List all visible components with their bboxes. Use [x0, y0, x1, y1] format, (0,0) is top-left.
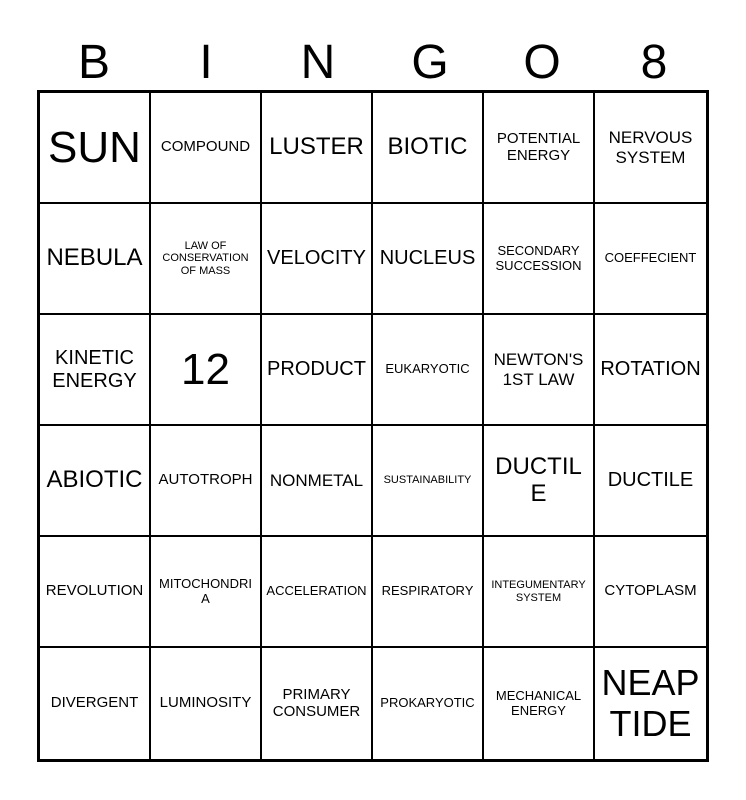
- bingo-cell: POTENTIAL ENERGY: [484, 93, 595, 204]
- bingo-cell: ACCELERATION: [262, 537, 373, 648]
- bingo-cell: MECHANICAL ENERGY: [484, 648, 595, 759]
- bingo-cell: LAW OF CONSERVATION OF MASS: [151, 204, 262, 315]
- bingo-cell: COMPOUND: [151, 93, 262, 204]
- bingo-cell: PRIMARY CONSUMER: [262, 648, 373, 759]
- bingo-cell: NEWTON'S 1ST LAW: [484, 315, 595, 426]
- bingo-cell: CYTOPLASM: [595, 537, 706, 648]
- bingo-cell: BIOTIC: [373, 93, 484, 204]
- bingo-cell: DIVERGENT: [40, 648, 151, 759]
- bingo-cell: DUCTILE: [484, 426, 595, 537]
- bingo-cell: VELOCITY: [262, 204, 373, 315]
- bingo-cell: LUSTER: [262, 93, 373, 204]
- header-letter-o: O: [523, 36, 561, 89]
- bingo-cell: ROTATION: [595, 315, 706, 426]
- bingo-cell: 12: [151, 315, 262, 426]
- bingo-cell: RESPIRATORY: [373, 537, 484, 648]
- bingo-cell: NONMETAL: [262, 426, 373, 537]
- header-letter-n: N: [300, 36, 336, 89]
- header-letter-i: I: [199, 36, 213, 89]
- bingo-cell: NERVOUS SYSTEM: [595, 93, 706, 204]
- bingo-cell: LUMINOSITY: [151, 648, 262, 759]
- bingo-header: [38, 36, 710, 90]
- bingo-cell: REVOLUTION: [40, 537, 151, 648]
- bingo-cell: PROKARYOTIC: [373, 648, 484, 759]
- header-letter-card-number: 8: [640, 36, 668, 89]
- bingo-cell: NEAP TIDE: [601, 662, 700, 744]
- bingo-cell: NUCLEUS: [373, 204, 484, 315]
- header-letter-b: B: [77, 36, 110, 89]
- bingo-cell: INTEGUMENTARY SYSTEM: [484, 537, 595, 648]
- bingo-cell: SECONDARY SUCCESSION: [484, 204, 595, 315]
- bingo-cell: MITOCHONDRIA: [151, 537, 262, 648]
- bingo-board: [37, 90, 709, 762]
- header-letter-g: G: [411, 36, 449, 89]
- bingo-cell: SUSTAINABILITY: [373, 426, 484, 537]
- bingo-cell: COEFFECIENT: [595, 204, 706, 315]
- bingo-cell: NEBULA: [40, 204, 151, 315]
- bingo-cell: DUCTILE: [595, 426, 706, 537]
- bingo-cell: SUN: [40, 93, 151, 204]
- bingo-cell: PRODUCT: [262, 315, 373, 426]
- bingo-cell: AUTOTROPH: [151, 426, 262, 537]
- bingo-cell: KINETIC ENERGY: [40, 315, 151, 426]
- bingo-cell: EUKARYOTIC: [373, 315, 484, 426]
- bingo-cell: ABIOTIC: [40, 426, 151, 537]
